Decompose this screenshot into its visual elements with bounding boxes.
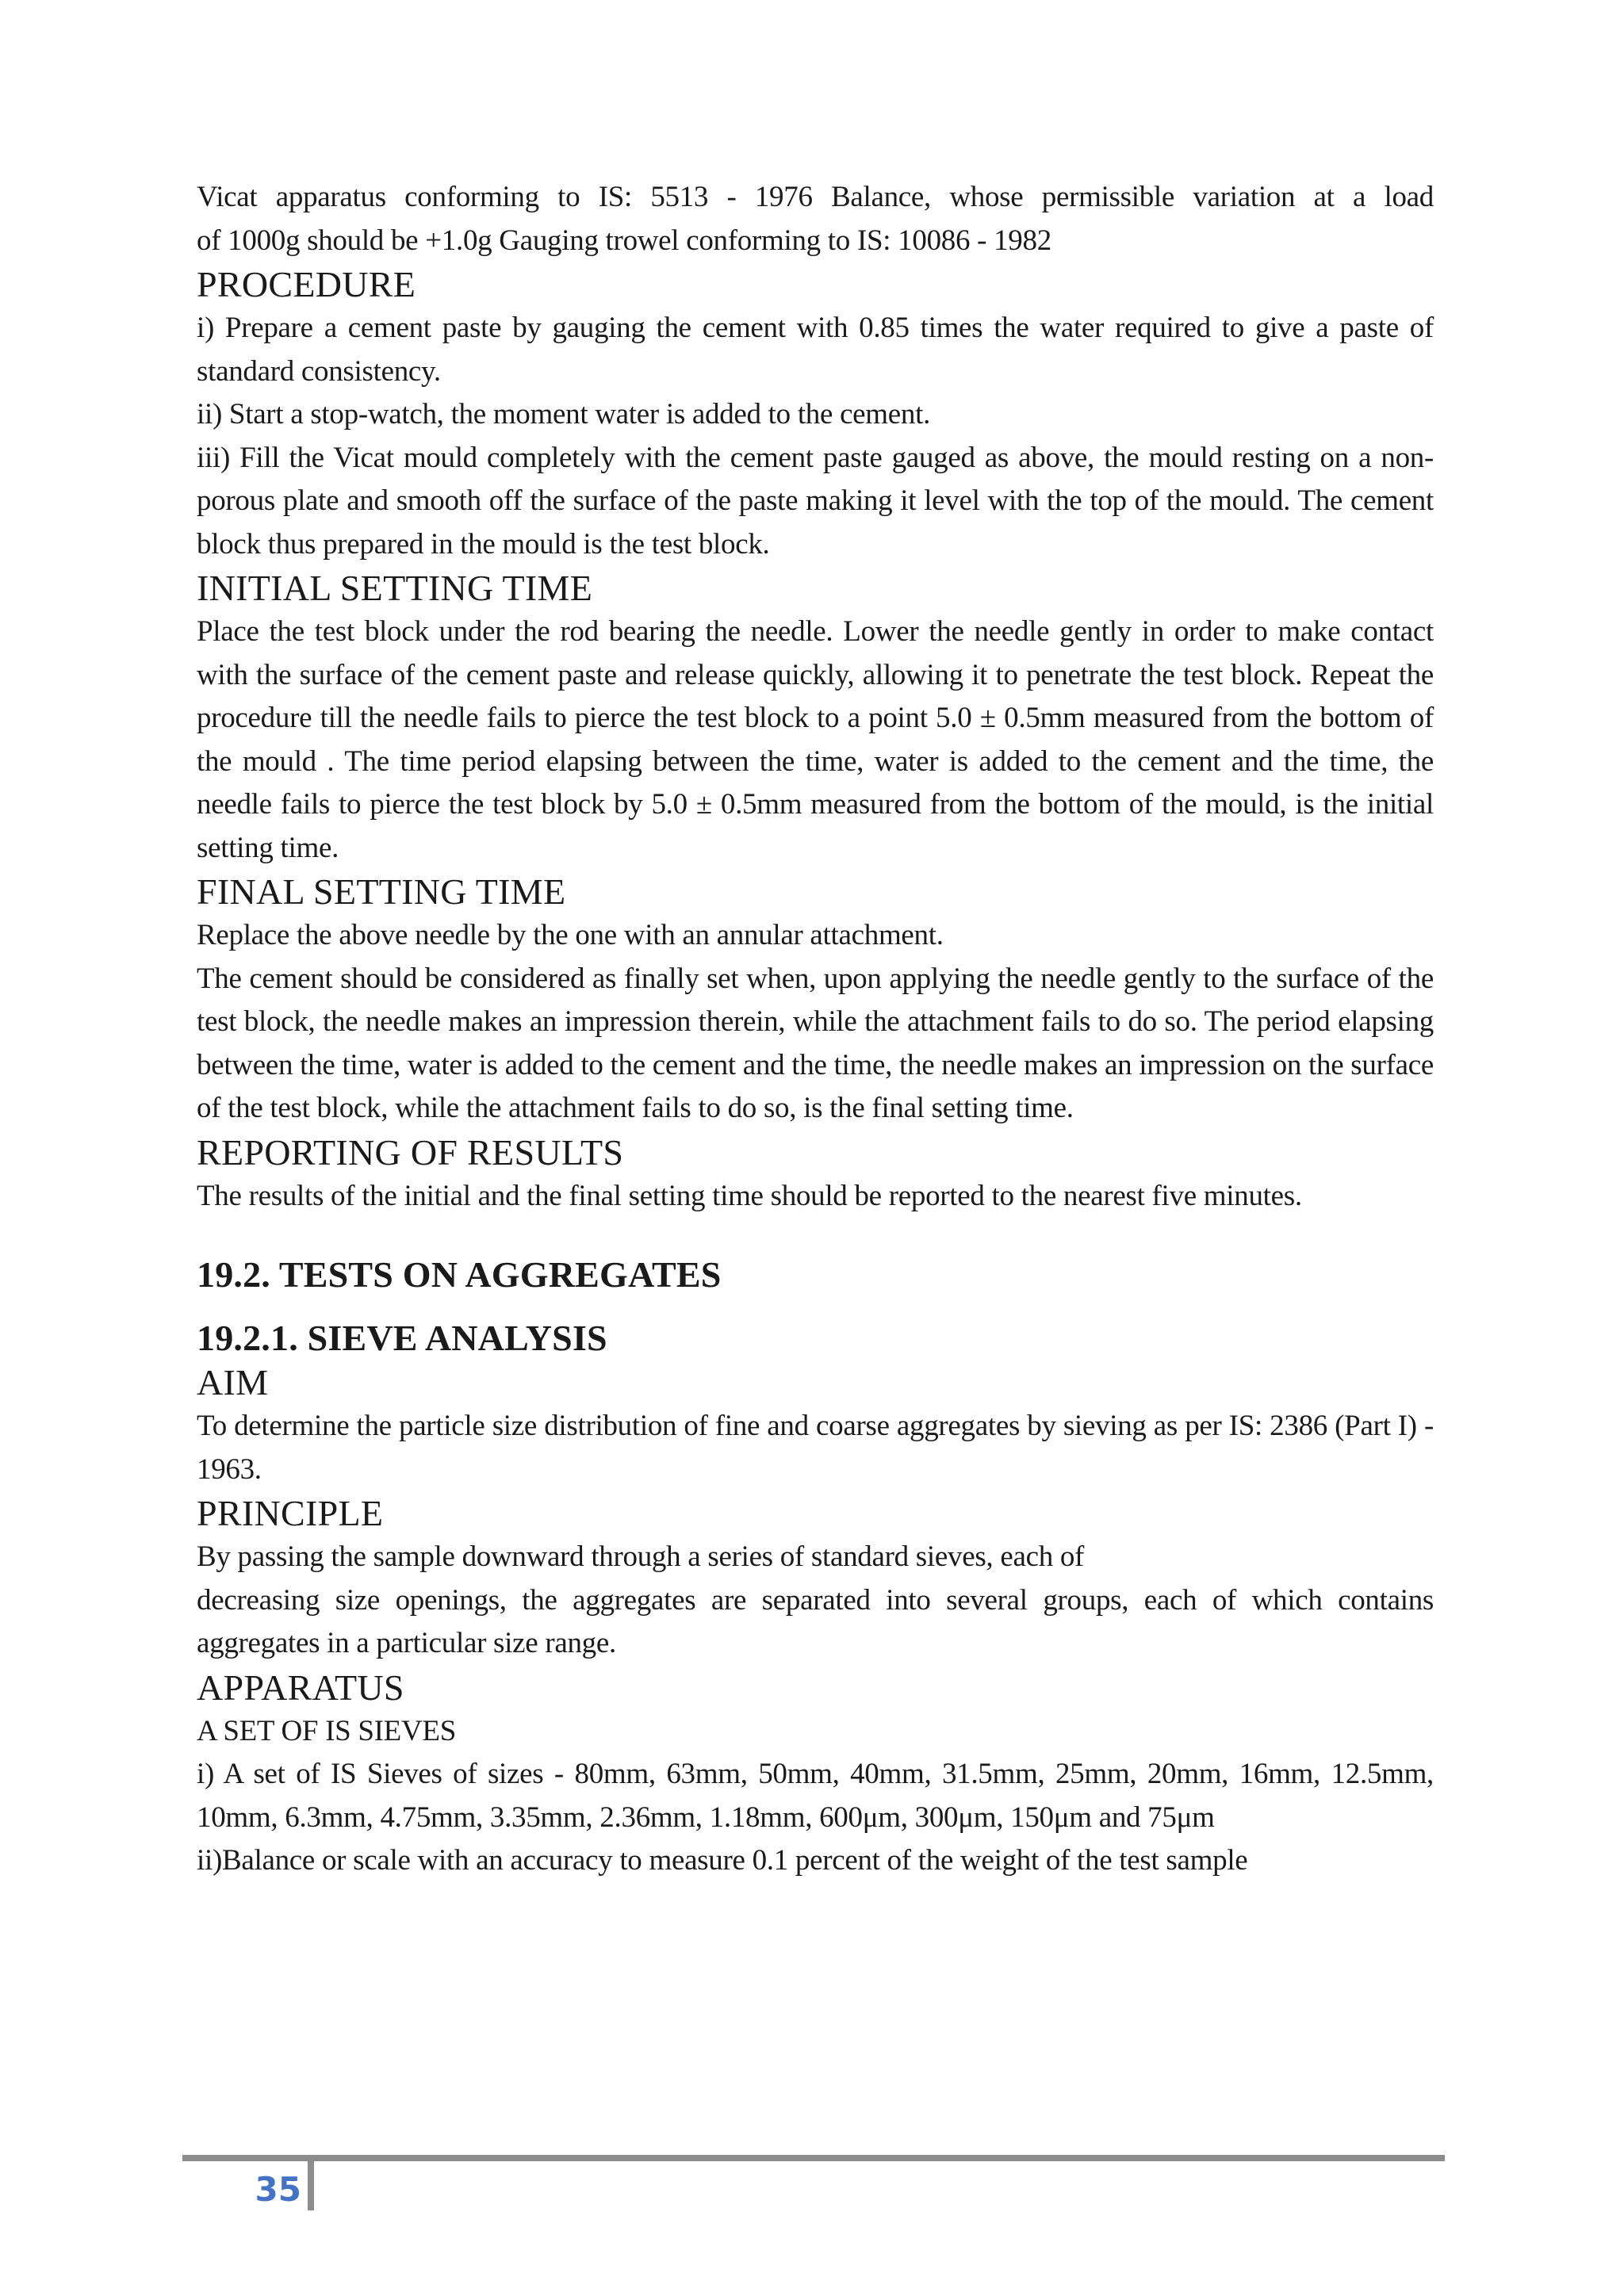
aim-heading: AIM bbox=[197, 1362, 269, 1402]
final-setting-text-1: Replace the above needle by the one with an annular attachment. bbox=[197, 919, 944, 951]
principle-line-1: By passing the sample downward through a series of standard sieves, each of bbox=[197, 1540, 1085, 1573]
apparatus-subheading: A SET OF IS SIEVES bbox=[197, 1714, 456, 1747]
section-19-2-heading: 19.2. TESTS ON AGGREGATES bbox=[197, 1254, 722, 1295]
page-number: 35 bbox=[255, 2170, 301, 2209]
procedure-heading: PROCEDURE bbox=[197, 264, 416, 304]
intro-line-2: of 1000g should be +1.0g Gauging trowel conforming to IS: 10086 - 1982 bbox=[197, 224, 1051, 257]
procedure-step-2: ii) Start a stop-watch, the moment water is added to the cement. bbox=[197, 398, 931, 430]
principle-text-2: decreasing size openings, the aggregates are separated into several groups, each of which contains aggregates in a particular size range. bbox=[197, 1583, 1434, 1659]
intro-line-1: Vicat apparatus conforming to IS: 5513 - 1976 Balance, whose permissible variation at a load bbox=[197, 181, 1434, 213]
reporting-heading: REPORTING OF RESULTS bbox=[197, 1131, 624, 1173]
initial-setting-text: Place the test block under the rod bearing the needle. Lower the needle gently in order to make contact with the surface of the cement paste and release quickly, allowing it to penetrate the test block. Repeat the procedure till the needle fails to pierce the test block to a point 5.0 ± 0.5mm measured from the bottom of the mould . The time period elapsing between the time, water is added to the cement and the time, the needle fails to pierce the test block by 5.0 ± 0.5mm measured from the bottom of the mould, is the initial setting time. bbox=[197, 615, 1434, 864]
apparatus-item-2: ii)Balance or scale with an accuracy to measure 0.1 percent of the weight of the test sample bbox=[197, 1844, 1248, 1877]
initial-setting-heading: INITIAL SETTING TIME bbox=[197, 568, 593, 608]
apparatus-item-1: i) A set of IS Sieves of sizes - 80mm, 63mm, 50mm, 40mm, 31.5mm, 25mm, 20mm, 16mm, 12.5mm, 10mm, 6.3mm, 4.75mm, 3.35mm, 2.36mm, 1.18mm, 600μm, 300μm, 150μm and 75μm bbox=[197, 1758, 1434, 1834]
section-19-2-1-heading: 19.2.1. SIEVE ANALYSIS bbox=[197, 1318, 607, 1358]
reporting-text: The results of the initial and the final setting time should be reported to the nearest five minutes. bbox=[197, 1179, 1302, 1212]
footer-rule bbox=[182, 2155, 1445, 2161]
aim-text: To determine the particle size distribution of fine and coarse aggregates by sieving as per IS: 2386 (Part I) - 1963. bbox=[197, 1410, 1434, 1486]
footer-divider bbox=[308, 2161, 314, 2210]
document-page bbox=[197, 176, 1434, 1883]
principle-heading: PRINCIPLE bbox=[197, 1493, 384, 1533]
procedure-step-1: i) Prepare a cement paste by gauging the cement with 0.85 times the water required to give a paste of standard consistency. bbox=[197, 312, 1434, 388]
procedure-step-3: iii) Fill the Vicat mould completely with the cement paste gauged as above, the mould resting on a non-porous plate and smooth off the surface of the paste making it level with the top of the mould. The cement block thus prepared in the mould is the test block. bbox=[197, 441, 1434, 561]
apparatus-heading: APPARATUS bbox=[197, 1667, 404, 1708]
final-setting-heading: FINAL SETTING TIME bbox=[197, 871, 566, 912]
final-setting-text-2: The cement should be considered as finally set when, upon applying the needle gently to the surface of the test block, the needle makes an impression therein, while the attachment fails to do so. The period elapsing between the time, water is added to the cement and the time, the needle makes an impression on the surface of the test block, while the attachment fails to do so, is the final setting time. bbox=[197, 962, 1434, 1124]
